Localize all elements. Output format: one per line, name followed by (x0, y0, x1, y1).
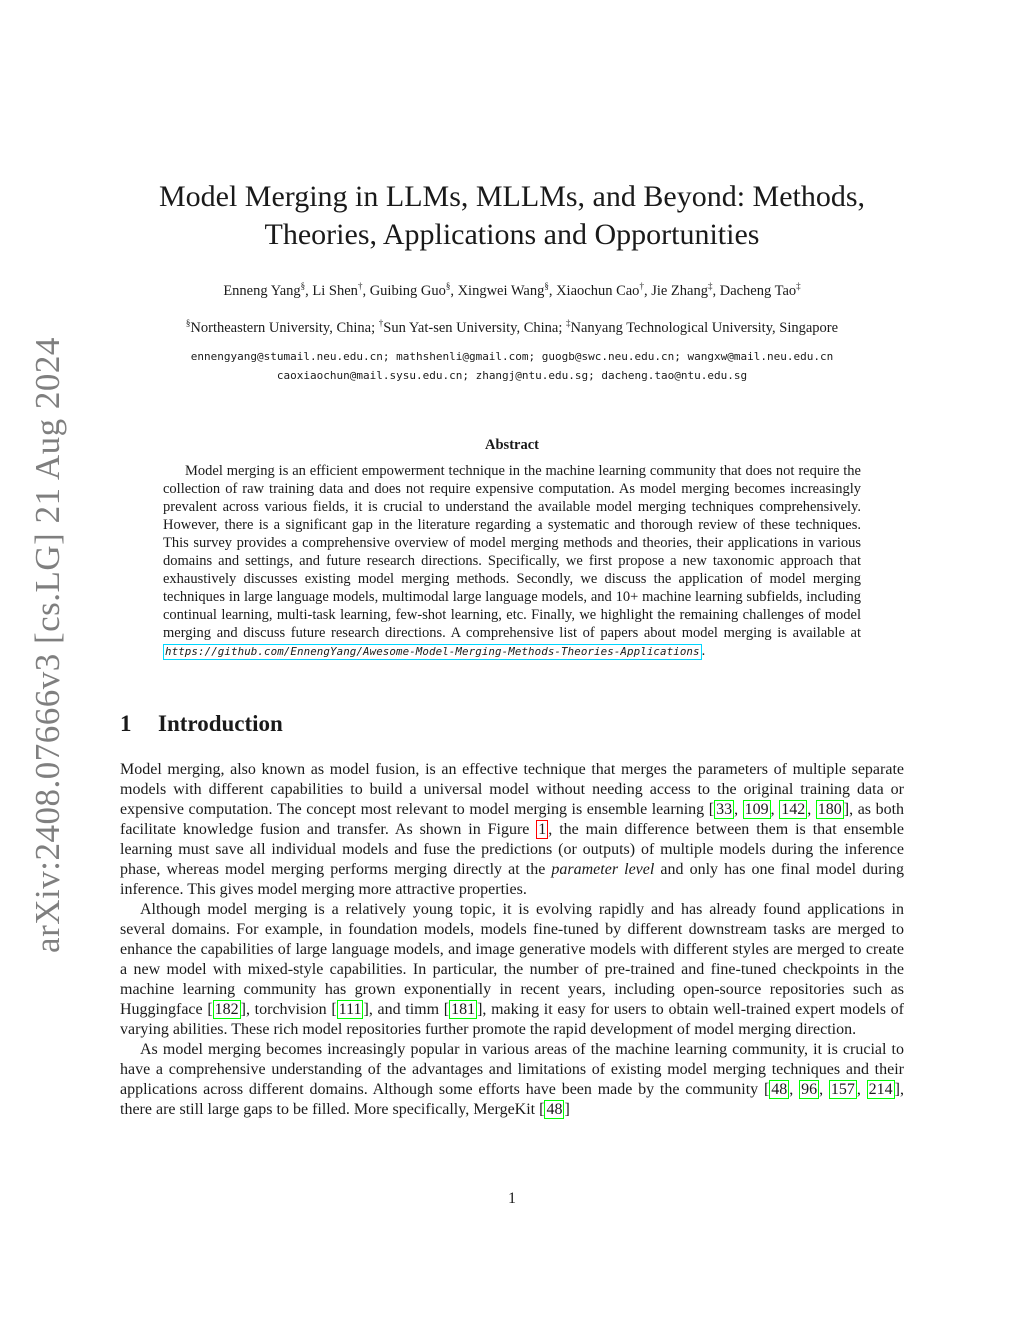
author-separator: , (712, 283, 720, 299)
section-heading (120, 711, 283, 737)
author-affiliation-mark: ‡ (707, 281, 713, 291)
affiliation-mark: § (185, 318, 191, 328)
emphasis: parameter level (551, 861, 655, 878)
text-run: ], as both facilitate knowledge fusion and transfer. As shown in Figure (120, 801, 905, 838)
citation-link[interactable]: 111 (338, 1001, 362, 1018)
author-list (100, 283, 924, 300)
author-affiliation-mark: ‡ (796, 281, 801, 291)
citation-link[interactable]: 109 (744, 801, 769, 818)
author-emails (100, 347, 924, 385)
author: Jie Zhang (651, 283, 708, 299)
author-affiliation-mark: § (445, 281, 451, 291)
introduction-body (120, 760, 904, 1120)
author-separator: , (305, 283, 313, 299)
paper-title (120, 178, 904, 254)
author-separator: , (643, 283, 652, 299)
text-run: As model merging becomes increasingly popular in various areas of the machine learning community, it is crucial to have a comprehensive understanding of the advantages and limitations of existing model merging techniques and their applications across different domains. Although some efforts have been made by the community [ (120, 1041, 904, 1098)
affiliation: Sun Yat-sen University, China; (383, 320, 566, 336)
paragraph: Model merging, also known as model fusion, is an effective technique that merges the parameters of multiple separate models with different capabilities to build a universal model without needing access to the original training data or expensive computation. The concept most relevant to model merging is ensemble learning [ 33 , 109 , 142 , 180 ], as both facilitate knowledge fusion and transfer. As shown in Figure 1 , the main difference between them is that ensemble learning must save all individual models and fuse the predictions (or outputs) of multiple models during the inference phase, whereas model merging performs merging directly at the parameter level and only has one final model during inference. This gives model merging more attractive properties. (120, 761, 905, 898)
text-run: ], and timm [ (363, 1001, 450, 1018)
text-run: Although model merging is a relatively young topic, it is evolving rapidly and has already found applications in several domains. For example, in foundation models, models fine-tuned by different downstream tasks are merged to enhance the capabilities of large language models, and image generative models with different styles are merged to create a new model with mixed-style capabilities. In particular, the number of pre-trained and fine-tuned checkpoints in the machine learning community has grown exponentially in recent years, including open-source repositories such as Huggingface [ (120, 901, 904, 1018)
author-affiliation-mark: † (357, 281, 363, 291)
affiliations (100, 320, 924, 337)
citation-link[interactable]: 142 (781, 801, 806, 818)
author: Xiaochun Cao (556, 283, 640, 299)
author-affiliation-mark: § (300, 281, 306, 291)
author: Dacheng Tao (719, 283, 797, 299)
figure-reference-link[interactable]: 1 (538, 821, 547, 838)
author-separator: , (548, 283, 557, 299)
citation-link[interactable]: 157 (830, 1081, 855, 1098)
email-line-1: ennengyang@stumail.neu.edu.cn; mathshenli@gmail.com; guogb@swc.neu.edu.cn; wangxw@mail.neu.edu.cn (190, 350, 834, 363)
citation-link[interactable]: 48 (546, 1101, 563, 1118)
abstract-end: . (701, 643, 706, 659)
text-run: Model merging, also known as model fusion, is an effective technique that merges the parameters of multiple separate models with different capabilities to build a universal model without needing access to the original training data or expensive computation. The concept most relevant to model merging is ensemble learning [ (120, 761, 904, 818)
affiliation-mark: † (378, 318, 384, 328)
text-run: ], torchvision [ (240, 1001, 337, 1018)
paragraph: As model merging becomes increasingly popular in various areas of the machine learning community, it is crucial to have a comprehensive understanding of the advantages and limitations of existing model merging techniques and their applications across different domains. Although some efforts have been made by the community [ 48 , 96 , 157 , 214 ], there are still large gaps to be filled. More specifically, MergeKit [ 48 ] (120, 1041, 904, 1118)
paragraph (120, 900, 904, 1040)
citation-link[interactable]: 180 (817, 801, 842, 818)
author-affiliation-mark: † (639, 281, 644, 291)
text-run: and only has one final model during inference. This gives model merging more attractive properties. (120, 861, 904, 898)
affiliation-mark: ‡ (565, 318, 571, 328)
citation-link[interactable]: 181 (451, 1001, 476, 1018)
github-repo-link[interactable]: https://github.com/EnnengYang/Awesome-Model-Merging-Methods-Theories-Applications (165, 645, 700, 658)
text-run: ], making it easy for users to obtain well-trained expert models of varying abilities. These rich model repositories further promote the rapid development of model merging direction. (120, 1001, 905, 1038)
text-run: ], there are still large gaps to be filled. More specifically, MergeKit [ (120, 1081, 904, 1118)
abstract-body (163, 462, 861, 660)
author: Enneng Yang (223, 283, 301, 299)
citation-link[interactable]: 48 (771, 1081, 788, 1098)
arxiv-identifier-stamp: arXiv:2408.07666v3 [cs.LG] 21 Aug 2024 (28, 337, 67, 953)
citation-link[interactable]: 182 (214, 1001, 239, 1018)
title-line-1: Model Merging in LLMs, MLLMs, and Beyond: Methods, (158, 180, 866, 213)
affiliation: Nanyang Technological University, Singapore (570, 320, 839, 336)
citation-link[interactable]: 96 (801, 1081, 818, 1098)
text-run: , the main difference between them is that ensemble learning must save all individual models and fuse the predictions (or outputs) of multiple models during the inference phase, whereas model merging performs merging directly at the (120, 821, 905, 878)
abstract-text: Model merging is an efficient empowerment technique in the machine learning community that does not require the collection of raw training data and does not require expensive computation. As model merging becomes increasingly prevalent across various fields, it is crucial to understand the available model merging techniques comprehensively. However, there is a significant gap in the literature regarding a systematic and thorough review of these techniques. This survey provides a comprehensive overview of model merging methods and theories, their applications in various domains and settings, and future research directions. Specifically, we first propose a new taxonomic approach that exhaustively discusses existing model merging methods. Secondly, we discuss the application of model merging techniques in large language models, multimodal large language models, and 10+ machine learning subfields, including continual learning, multi-task learning, few-shot learning, etc. Finally, we highlight the remaining challenges of model merging and discuss future research directions. A comprehensive list of papers about model merging is available at (163, 463, 861, 641)
title-line-2: Theories, Applications and Opportunities (264, 218, 760, 251)
author-separator: , (362, 283, 370, 299)
affiliation: Northeastern University, China; (190, 320, 379, 336)
author: Xingwei Wang (457, 283, 545, 299)
author: Guibing Guo (369, 283, 446, 299)
page-number: 1 (508, 1190, 516, 1207)
citation-link[interactable]: 33 (716, 801, 733, 818)
section-title: Introduction (158, 711, 283, 736)
text-run: ] (564, 1101, 570, 1118)
author-separator: , (450, 283, 458, 299)
section-number: 1 (120, 711, 132, 736)
abstract-heading: Abstract (485, 437, 539, 453)
citation-link[interactable]: 214 (868, 1081, 893, 1098)
author: Li Shen (312, 283, 358, 299)
email-line-2: caoxiaochun@mail.sysu.edu.cn; zhangj@ntu.edu.sg; dacheng.tao@ntu.edu.sg (276, 369, 748, 382)
author-affiliation-mark: § (544, 281, 549, 291)
